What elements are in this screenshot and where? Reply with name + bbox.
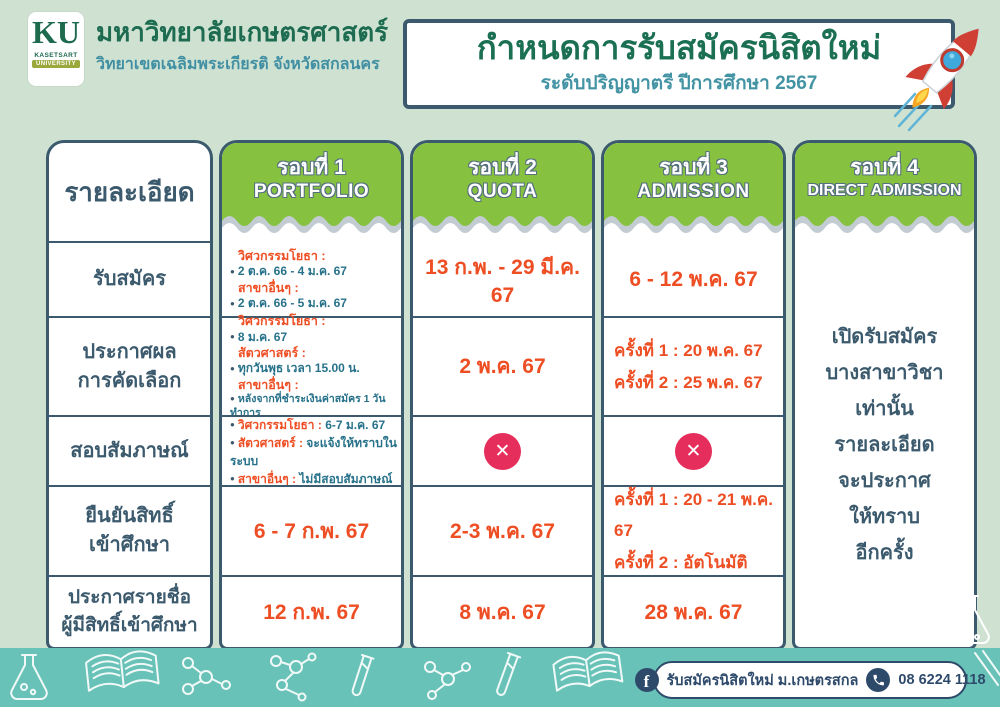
round-4-name: DIRECT ADMISSION xyxy=(807,182,962,200)
column-admission xyxy=(601,140,786,650)
ku-logo xyxy=(28,12,84,86)
bullet-icon: ● xyxy=(230,474,235,483)
row-label-confirm: ยืนยันสิทธิ์ เข้าศึกษา xyxy=(49,485,210,575)
cell-quota-interview xyxy=(413,415,592,485)
column-quota xyxy=(410,140,595,650)
no-interview-icon: ✕ xyxy=(675,433,712,470)
row-label-results: ประกาศผล การคัดเลือก xyxy=(49,316,210,415)
cell-direct-note: เปิดรับสมัคร บางสาขาวิชา เท่านั้น รายละเอียด จะประกาศ ให้ทราบ อีกครั้ง xyxy=(825,326,944,564)
round-3-name: ADMISSION xyxy=(637,181,750,203)
brand-header xyxy=(28,12,388,86)
molecule-icon xyxy=(271,654,316,701)
header-round-4 xyxy=(795,143,974,243)
bullet-icon: ● xyxy=(230,332,235,342)
round-1-label: รอบที่ 1 xyxy=(277,156,346,179)
round-3-label: รอบที่ 3 xyxy=(659,156,728,179)
bullet-icon: ● xyxy=(230,266,235,276)
phone-number: 08 6224 1118 xyxy=(898,672,986,688)
column-portfolio xyxy=(219,140,404,650)
page-title: กำหนดการรับสมัครนิสิตใหม่ xyxy=(476,28,882,66)
beaker-icon xyxy=(948,592,1000,650)
cell-admission-apply: 6 - 12 พ.ค. 67 xyxy=(629,268,758,291)
round-1-name: PORTFOLIO xyxy=(253,181,370,203)
header-round-2 xyxy=(413,143,592,243)
cell-portfolio-announce: 12 ก.พ. 67 xyxy=(222,575,401,647)
cell-admission-results: ครั้งที่ 1 : 20 พ.ค. 67 ครั้งที่ 2 : 25 พ.ค. 67 xyxy=(604,316,783,415)
round-2-label: รอบที่ 2 xyxy=(468,156,537,179)
test-tube-icon xyxy=(350,655,374,697)
admission-schedule-table xyxy=(46,140,977,650)
cell-quota-confirm: 2-3 พ.ค. 67 xyxy=(413,485,592,575)
round-2-name: QUOTA xyxy=(467,181,538,203)
contact-bar xyxy=(643,661,986,699)
ku-logo-letters: KU xyxy=(32,14,80,50)
cell-portfolio-apply: วิศวกรรมโยธา : ● 2 ต.ค. 66 - 4 ม.ค. 67 สาขาอื่นๆ : ● 2 ต.ค. 66 - 5 ม.ค. 67 xyxy=(230,249,347,311)
book-icon xyxy=(85,650,158,691)
cell-portfolio-interview: ● วิศวกรรมโยธา : 6-7 ม.ค. 67 ● สัตวศาสตร์ : จะแจ้งให้ทราบในระบบ ● สาขาอื่นๆ : ไม่มีสอบสัมภาษณ์ xyxy=(222,415,401,485)
flask-icon xyxy=(11,655,47,699)
cell-admission-announce: 28 พ.ค. 67 xyxy=(604,575,783,647)
cell-quota-results: 2 พ.ค. 67 xyxy=(413,316,592,415)
title-banner xyxy=(403,19,955,109)
header-round-1 xyxy=(222,143,401,243)
molecule-icon xyxy=(183,658,230,694)
test-tube-icon xyxy=(494,653,521,697)
cell-quota-apply: 13 ก.พ. - 29 มี.ค. 67 xyxy=(425,256,580,307)
facebook-page-name: รับสมัครนิสิตใหม่ ม.เกษตรสกล xyxy=(666,672,859,689)
cell-portfolio-confirm: 6 - 7 ก.พ. 67 xyxy=(222,485,401,575)
book-icon xyxy=(553,650,623,690)
page-subtitle: ระดับปริญญาตรี ปีการศึกษา 2567 xyxy=(540,73,818,95)
cell-portfolio-results: วิศวกรรมโยธา : ● 8 ม.ค. 67 สัตวศาสตร์ : ● ทุกวันพุธ เวลา 15.00 น. สาขาอื่นๆ : ● หลังจากที่ชำระเงินค่าสมัคร 1 วันทำการ xyxy=(222,316,401,415)
campus-name: วิทยาเขตเฉลิมพระเกียรติ จังหวัดสกลนคร xyxy=(96,55,380,73)
cell-admission-confirm: ครั้งที่ 1 : 20 - 21 พ.ค. 67 ครั้งที่ 2 : อัตโนมัติ xyxy=(604,485,783,575)
molecule-icon xyxy=(425,662,470,699)
no-interview-icon: ✕ xyxy=(484,433,521,470)
phone-icon xyxy=(866,668,890,692)
cell-quota-announce: 8 พ.ค. 67 xyxy=(413,575,592,647)
details-header: รายละเอียด xyxy=(49,143,210,243)
round-4-label: รอบที่ 4 xyxy=(850,156,919,179)
bullet-icon: ● xyxy=(230,393,235,403)
header-round-3 xyxy=(604,143,783,243)
row-label-apply: รับสมัคร xyxy=(93,268,166,290)
ku-logo-university: UNIVERSITY xyxy=(32,60,80,68)
ku-logo-kasetsart: KASETSART xyxy=(34,52,78,59)
bullet-icon: ● xyxy=(230,298,235,308)
column-details xyxy=(46,140,213,650)
facebook-icon: f xyxy=(635,668,659,692)
cell-admission-interview xyxy=(604,415,783,485)
bullet-icon: ● xyxy=(230,363,235,373)
column-direct-admission xyxy=(792,140,977,650)
bullet-icon: ● xyxy=(230,438,235,447)
bullet-icon: ● xyxy=(230,420,235,429)
row-label-announce: ประกาศรายชื่อ ผู้มีสิทธิ์เข้าศึกษา xyxy=(49,575,210,647)
university-name: มหาวิทยาลัยเกษตรศาสตร์ xyxy=(96,17,389,47)
row-label-interview: สอบสัมภาษณ์ xyxy=(49,415,210,485)
